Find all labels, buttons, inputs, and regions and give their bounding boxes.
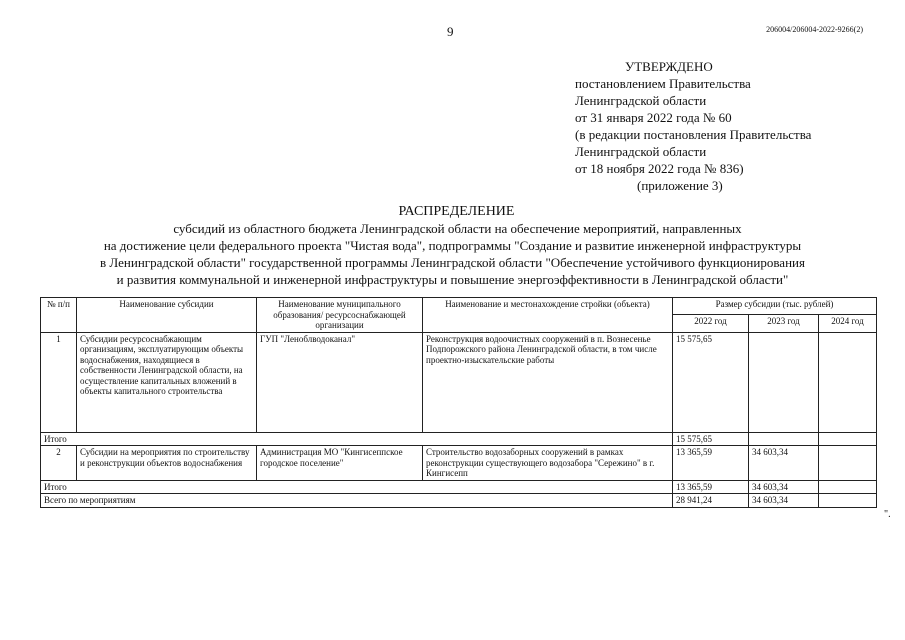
subtotal-2023 <box>749 432 819 446</box>
header-amount: Размер субсидии (тыс. рублей) <box>673 298 877 315</box>
grand-total-row <box>41 494 877 508</box>
heading-line: субсидий из областного бюджета Ленинградской области на обеспечение мероприятий, направленных <box>173 221 742 236</box>
header-num: № п/п <box>41 298 77 333</box>
subtotal-row <box>41 480 877 494</box>
table-header-row <box>41 298 877 315</box>
subtotal-2024 <box>819 480 877 494</box>
header-object: Наименование и местонахождение стройки (объекта) <box>423 298 673 333</box>
row-municipality: Администрация МО "Кингисеппское городское поселение" <box>257 446 423 481</box>
approval-line: Ленинградской области <box>575 144 707 159</box>
header-municipality: Наименование муниципального образования/ ресурсоснабжающей организации <box>257 298 423 333</box>
row-amount-2024 <box>819 332 877 432</box>
heading-line: в Ленинградской области" государственной программы Ленинградской области "Обеспечение устойчивого функционирования <box>100 255 805 270</box>
grand-total-2023: 34 603,34 <box>749 494 819 508</box>
row-amount-2022: 15 575,65 <box>673 332 749 432</box>
subtotal-2022: 13 365,59 <box>673 480 749 494</box>
row-object: Реконструкция водоочистных сооружений в п. Вознесенье Подпорожского района Ленинградской области, в том числе проектно-изыскательские работы <box>423 332 673 432</box>
header-year-2023: 2023 год <box>749 315 819 332</box>
approval-line: от 18 ноября 2022 года № 836) <box>575 161 744 176</box>
subsidy-table <box>40 297 877 508</box>
grand-total-2022: 28 941,24 <box>673 494 749 508</box>
subtotal-label: Итого <box>41 432 673 446</box>
row-object: Строительство водозаборных сооружений в рамках реконструкции существующего водозабора "Сережино" в г. Кингисепп <box>423 446 673 481</box>
row-amount-2022: 13 365,59 <box>673 446 749 481</box>
heading-line: на достижение цели федерального проекта "Чистая вода", подпрограммы "Создание и развитие инженерной инфраструктуры <box>103 238 802 253</box>
heading-line: и развития коммунальной и инженерной инфраструктуры и повышение энергоэффективности в Ленинградской области" <box>116 272 789 287</box>
row-amount-2023: 34 603,34 <box>749 446 819 481</box>
grand-total-label: Всего по мероприятиям <box>41 494 673 508</box>
header-subsidy: Наименование субсидии <box>77 298 257 333</box>
trailing-quote-mark: ". <box>884 509 891 520</box>
table-row <box>41 332 877 432</box>
row-amount-2024 <box>819 446 877 481</box>
row-subsidy: Субсидии ресурсоснабжающим организациям, эксплуатирующим объекты водоснабжения, находящиеся в собственности Ленинградской области, на осуществление капитальных вложений в объекты капитального строительства <box>77 332 257 432</box>
subtotal-row <box>41 432 877 446</box>
approval-line: постановлением Правительства <box>575 76 751 91</box>
subtotal-2022: 15 575,65 <box>673 432 749 446</box>
approval-block <box>575 58 811 194</box>
row-num: 1 <box>41 332 77 432</box>
approval-appendix: (приложение 3) <box>637 178 723 193</box>
heading-title: РАСПРЕДЕЛЕНИЕ <box>398 204 515 219</box>
page-number: 9 <box>447 24 454 39</box>
row-municipality: ГУП "Леноблводоканал" <box>257 332 423 432</box>
subtotal-2023: 34 603,34 <box>749 480 819 494</box>
table-row <box>41 446 877 481</box>
header-year-2024: 2024 год <box>819 315 877 332</box>
row-num: 2 <box>41 446 77 481</box>
document-code: 206004/206004-2022-9266(2) <box>766 25 863 34</box>
approval-line: от 31 января 2022 года № 60 <box>575 110 732 125</box>
subtotal-label: Итого <box>41 480 673 494</box>
subtotal-2024 <box>819 432 877 446</box>
row-amount-2023 <box>749 332 819 432</box>
header-year-2022: 2022 год <box>673 315 749 332</box>
row-subsidy: Субсидии на мероприятия по строительству и реконструкции объектов водоснабжения <box>77 446 257 481</box>
approval-title: УТВЕРЖДЕНО <box>625 59 713 74</box>
approval-line: (в редакции постановления Правительства <box>575 127 812 142</box>
document-heading <box>0 203 905 288</box>
grand-total-2024 <box>819 494 877 508</box>
approval-line: Ленинградской области <box>575 93 707 108</box>
